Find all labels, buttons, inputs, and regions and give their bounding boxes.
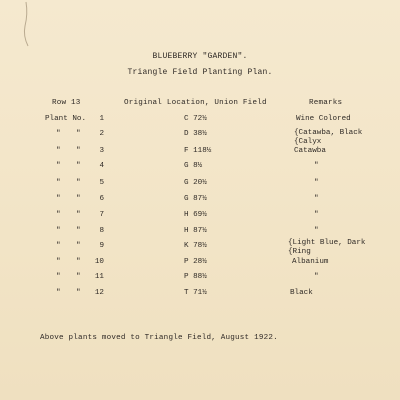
plant-number: 3 (99, 147, 104, 155)
original-location: T 71½ (184, 289, 207, 297)
original-location: G 8½ (184, 162, 203, 170)
ditto-mark: " (56, 162, 61, 170)
ditto-mark: " (56, 273, 61, 281)
ditto-mark: " (56, 179, 61, 187)
plant-number: 6 (99, 195, 104, 203)
remark: " (314, 273, 319, 281)
plant-number: 9 (99, 242, 104, 250)
plant-number: 8 (99, 227, 104, 235)
original-location: G 20½ (184, 179, 207, 187)
document-title: BLUEBERRY "GARDEN". (152, 52, 248, 61)
plant-label: Plant No. (45, 115, 87, 123)
original-location: F 118½ (184, 147, 212, 155)
plant-number: 7 (99, 211, 104, 219)
original-location: G 87½ (184, 195, 207, 203)
ditto-mark: " (76, 289, 81, 297)
row-header: Row 13 (52, 99, 81, 107)
plant-number: 11 (94, 273, 104, 281)
ditto-mark: " (76, 162, 81, 170)
location-header: Original Location, Union Field (124, 99, 267, 107)
remarks-header: Remarks (309, 99, 343, 107)
ditto-mark: " (76, 195, 81, 203)
table-row (0, 289, 400, 301)
ditto-mark: " (56, 147, 61, 155)
document-subtitle: Triangle Field Planting Plan. (127, 68, 273, 77)
plant-number: 12 (94, 289, 104, 297)
ditto-mark: " (56, 195, 61, 203)
footer-note: Above plants moved to Triangle Field, August 1922. (40, 334, 278, 342)
remark: Black (290, 289, 313, 297)
table-row (0, 273, 400, 285)
ditto-mark: " (76, 147, 81, 155)
ditto-mark: " (76, 130, 81, 138)
ditto-mark: " (56, 130, 61, 138)
original-location: K 78½ (184, 242, 207, 250)
remark: " (314, 179, 319, 187)
remark: " (314, 195, 319, 203)
ditto-mark: " (76, 273, 81, 281)
remark: Wine Colored (296, 115, 351, 123)
plant-number: 10 (94, 258, 104, 266)
table-row (0, 195, 400, 207)
ditto-mark: " (56, 289, 61, 297)
plant-number: 4 (99, 162, 104, 170)
plant-number: 1 (99, 115, 104, 123)
original-location: H 87½ (184, 227, 207, 235)
table-row (0, 147, 400, 159)
table-row (0, 239, 400, 256)
table-row (0, 258, 400, 270)
table-row (0, 211, 400, 223)
ditto-mark: " (76, 242, 81, 250)
remark: {Light Blue, Dark {Ring (288, 239, 366, 256)
remark: {Catawba, Black {Calyx (294, 129, 363, 146)
remark: " (314, 211, 319, 219)
plant-number: 2 (99, 130, 104, 138)
remark: Albanium (292, 258, 329, 266)
ink-mark (22, 0, 32, 48)
plant-number: 5 (99, 179, 104, 187)
original-location: D 38½ (184, 130, 207, 138)
table-row (0, 129, 400, 146)
ditto-mark: " (56, 227, 61, 235)
table-row (0, 227, 400, 239)
ditto-mark: " (76, 179, 81, 187)
table-row (0, 162, 400, 174)
original-location: P 88½ (184, 273, 207, 281)
table-row (0, 179, 400, 191)
original-location: P 28½ (184, 258, 207, 266)
ditto-mark: " (56, 258, 61, 266)
ditto-mark: " (76, 227, 81, 235)
remark: Catawba (294, 147, 326, 155)
ditto-mark: " (76, 211, 81, 219)
ditto-mark: " (56, 242, 61, 250)
remark: " (314, 162, 319, 170)
remark: " (314, 227, 319, 235)
ditto-mark: " (56, 211, 61, 219)
table-row (0, 115, 400, 127)
original-location: C 72½ (184, 115, 207, 123)
original-location: H 69½ (184, 211, 207, 219)
ditto-mark: " (76, 258, 81, 266)
